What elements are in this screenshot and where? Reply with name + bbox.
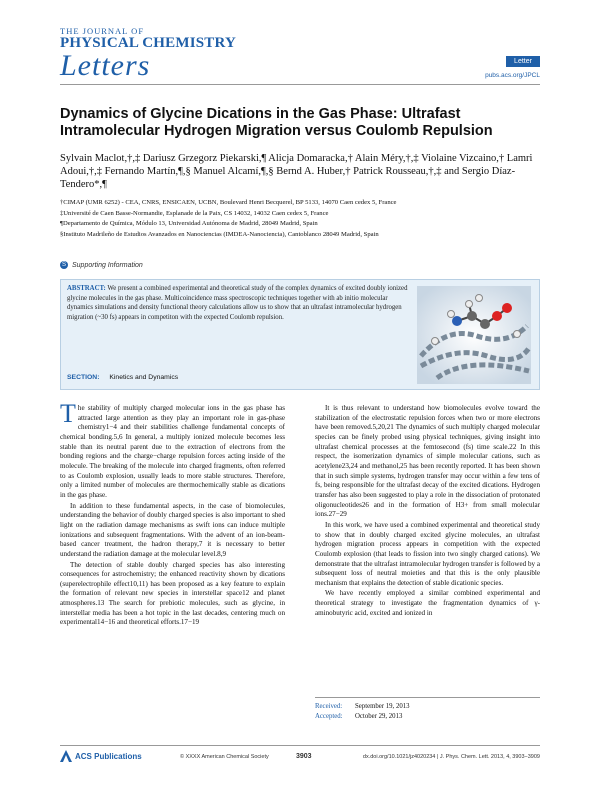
journal-logo [60,26,240,81]
body-paragraph: In this work, we have used a combined experimental and theoretical study to show that in doubly charged excited glycine molecules, an ultrafast hydrogen migration process appears in competition with the expected Coulomb explosion (that leads to fission into two singly charged cations). We demonstrate that the ultrafast intramolecular hydrogen transfer is followed by a subsequent loss of neutral moieties and that this is the only plausible mechanism that explains the detection of stable dicationic species. [315,520,540,587]
abstract-body: We present a combined experimental and theoretical study of the complex dynamics of excited doubly ionized glycine molecules in the gas phase. Multicoincidence mass spectroscopic techniques together with ab initio molecular dynamics simulations and density functional theory calculations allow us to show that an ultrafast intramolecular hydrogen migration (~30 fs) appears in competiton with the expected Coulomb repulsion. [67,285,408,321]
affiliation-4: §Instituto Madrileño de Estudios Avanzados en Nanociencias (IMDEA-Nanociencia), Cantoblanco 28049 Madrid, Spain [60,230,379,238]
abstract-box [60,279,540,390]
body-paragraph: It is thus relevant to understand how biomolecules evolve toward the stabilization of the electrostatic repulsion forces when two or more electrons have been removed.5,20,21 The dynamics of such multiply charged molecular species can be finely probed using physical techniques, giving insight into ultrafast chemical processes at the femtosecond (fs) time scale.22 In this respect, the isomerization dynamics of simple molecular cations, such as acetylene23,24 and methanol,25 has been recently reported. It has been shown that in such simple systems, hydrogen transfer may occur within a few tens of fs, being responsible for the ultrafast decay of the excited dications. Hydrogen transfer has also been suggested to play a role in the dissociation of protonated oligonucleotides26 and in the formation of H3+ from small molecular ions.27−29 [315,404,540,519]
supporting-information-label: Supporting Information [72,261,143,269]
abstract-label: ABSTRACT: [67,285,106,292]
received-date: Received: September 19, 2013 [315,703,410,710]
acs-arrow-icon [60,750,72,762]
accepted-date: Accepted: October 29, 2013 [315,713,403,720]
publication-dates [315,697,540,722]
affiliations [60,198,540,240]
journal-url-link[interactable]: pubs.acs.org/JPCL [485,72,540,79]
section-label: SECTION: [67,374,100,381]
supporting-information-link[interactable] [60,261,143,269]
body-column-left [60,399,285,629]
page-number: 3903 [296,753,312,760]
header-divider [60,84,540,85]
journal-logo-line1: THE JOURNAL OF [60,26,145,36]
body-paragraph: We have recently employed a similar combined experimental and theoretical strategy to investigate the fragmentation dynamics of γ-aminobutyric acid, excited and ionized in [315,589,540,617]
page-footer [60,750,540,764]
abstract-text [67,284,411,322]
doi-citation-link[interactable]: dx.doi.org/10.1021/jz4020234 | J. Phys. Chem. Lett. 2013, 4, 3903−3909 [362,754,540,760]
affiliation-2: ‡Université de Caen Basse-Normandie, Esplanade de la Paix, CS 14032, 14032 Caen cedex 5, France [60,209,329,217]
body-column-right [315,404,540,619]
drop-cap: T [60,399,76,428]
journal-logo-line3: Letters [60,49,151,82]
body-paragraph: The detection of stable doubly charged species has also interesting consequences for astrochemistry; the enhanced reactivity shown by dications (superelectrophile effect10,11) has been proposed as a key feature to explain the formation of relevant new species in interstellar space12 and planet atmospheres.13 The search for prebiotic molecules, such as glycine, in interstellar media has been a hot topic in the last decades, centering much on experimental14−16 and theoretical efforts.17−19 [60,560,285,627]
article-type-badge: Letter [506,56,540,67]
footer-divider [60,745,540,746]
section-value: Kinetics and Dynamics [109,374,179,381]
body-paragraph: In addition to these fundamental aspects, in the case of biomolecules, understanding the behavior of doubly charged species is also important to shed light on the radiation damage mechanisms as swift ions can induce multiple ionizations and subsequent fragmentations. With the advent of an ion-beam-based cancer treatment, the hadron therapy,7 it is necessary to better understand the radiation damage at the molecular level.8,9 [60,501,285,558]
toc-graphic-molecule-icon [417,286,531,384]
section-line [67,374,178,381]
acs-publications-logo [60,750,142,762]
article-title: Dynamics of Glycine Dications in the Gas Phase: Ultrafast Intramolecular Hydrogen Migration versus Coulomb Repulsion [60,106,493,139]
info-icon: S [61,262,66,268]
author-list: Sylvain Maclot,†,‡ Dariusz Grzegorz Piekarski,¶ Alicja Domaracka,† Alain Méry,†,‡ Violaine Vizcaino,† Lamri Adoui,†,‡ Fernando Martín,¶,§ Manuel Alcamí,¶,§ Bernd A. Huber,† Patrick Rousseau,†,‡ and Sergio Díaz-Tendero*,¶ [60,153,533,190]
journal-logo-line2: PHYSICAL CHEMISTRY [60,35,237,51]
affiliation-3: ¶Departamento de Química, Módulo 13, Universidad Autónoma de Madrid, 28049 Madrid, Spain [60,220,318,227]
affiliation-1: †CIMAP (UMR 6252) - CEA, CNRS, ENSICAEN, UCBN, Boulevard Henri Becquerel, BP 5133, 14070 Caen cedex 5, France [60,199,397,206]
copyright-notice: © XXXX American Chemical Society [180,754,269,760]
publisher-name: ACS Publications [75,751,142,761]
body-paragraph: The stability of multiply charged molecular ions in the gas phase has attracted large attention as they play an important role in gas-phase chemistry1−4 and their stabilities challenge fundamental concepts of chemical bonding.5,6 In general, a multiply ionized molecule becomes less stable than its neutral parent due to the extraction of electrons from the bonding regions and the charge−charge repulsion forces acting inside of the molecule. The breaking of the molecule into charged fragments, often referred to as Coulomb explosion, usually leads to more stable structures. Therefore, only a limited number of molecules are thermochemically stable as dications in the gas phase. [60,399,285,499]
